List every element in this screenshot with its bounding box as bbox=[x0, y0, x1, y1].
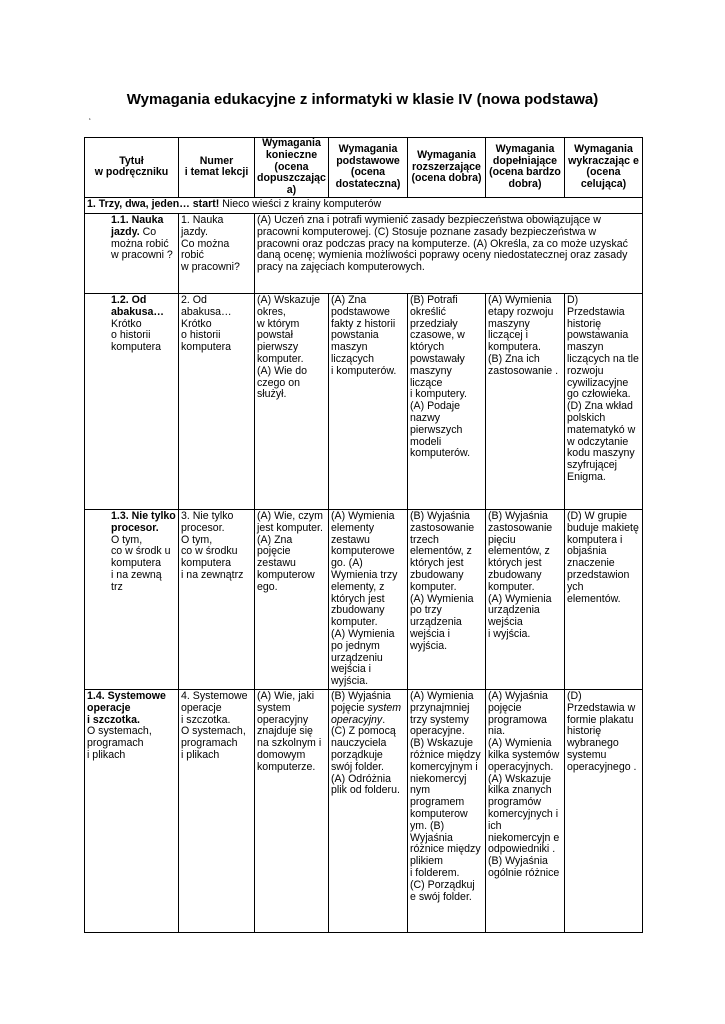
row4-podstawowe-pre: (B) Wyjaśnia pojęcie bbox=[331, 689, 391, 714]
row3-tytul bbox=[85, 509, 179, 689]
row2-wykraczajace: D) Przedstawia historię powstawania maszyn liczących na tle rozwoju cywilizacyjne go człowieka. (D) Zna wkład polskich matematykó w w odczytanie kodu maszyny szyfrującej Enigma. bbox=[565, 293, 643, 509]
stray-mark: ‘ bbox=[89, 117, 91, 126]
row4-numer: 4. Systemowe operacje i szczotka. O systemach, programach i plikach bbox=[179, 689, 255, 932]
row3-rozszerzajace: (B) Wyjaśnia zastosowanie trzech elementów, z których jest zbudowany komputer. (A) Wymienia po trzy urządzenia wejścia i wyjścia. bbox=[408, 509, 486, 689]
row4-rozszerzajace: (A) Wymienia przynajmniej trzy systemy operacyjne. (B) Wskazuje różnice między komercyjnym i niekomercyj nym programem komputerow ym. (B) Wyjaśnia różnice między plikiem i folderem. (C) Porządkuj e swój folder. bbox=[408, 689, 486, 932]
row2-rozszerzajace: (B) Potrafi określić przedziały czasowe, w których powstawały maszyny liczące i komputery. (A) Podaje nazwy pierwszych modeli komputerów. bbox=[408, 293, 486, 509]
row4-tytul-rest: O systemach, programach i plikach bbox=[87, 725, 152, 761]
table-row bbox=[85, 689, 643, 932]
table-row bbox=[85, 213, 643, 293]
row1-tytul-rest: Co można robić w pracowni ? bbox=[111, 225, 173, 262]
table-row bbox=[85, 293, 643, 509]
row4-podstawowe-italic: system operacyjny bbox=[331, 701, 402, 726]
section-heading-bold: 1. Trzy, dwa, jeden… start! bbox=[87, 197, 220, 210]
header-konieczne: Wymagania konieczne (ocena dopuszczając a) bbox=[255, 138, 329, 198]
row2-dopelniajace: (A) Wymienia etapy rozwoju maszyny liczącej i komputera. (B) Zna ich zastosowanie . bbox=[486, 293, 565, 509]
header-tytul: Tytuł w podręczniku bbox=[85, 138, 179, 198]
row3-tytul-rest: O tym, co w środk u komputera i na zewną trz bbox=[111, 533, 171, 593]
row3-tytul-bold: 1.3. Nie tylko procesor. bbox=[111, 509, 176, 534]
row4-podstawowe-post: . (C) Z pomocą nauczyciela porządkuje swój folder. (A) Odróżnia plik od folderu. bbox=[331, 713, 400, 797]
row4-dopelniajace: (A) Wyjaśnia pojęcie programowa nia. (A) Wymienia kilka systemów operacyjnych. (A) Wskazuje kilka znanych programów komercyjnych i ich niekomercyjn e odpowiedniki . (B) Wyjaśnia ogólnie różnice bbox=[486, 689, 565, 932]
row1-requirements: (A) Uczeń zna i potrafi wymienić zasady bezpieczeństwa obowiązujące w pracowni komputerowej. (C) Stosuje poznane zasady bezpieczeństwa w pracowni oraz podczas pracy na komputerze. (A) Określa, za co może uzyskać daną ocenę; wymienia możliwości poprawy oceny niedostatecznej oraz zasady pracy na zajęciach komputerowych. bbox=[255, 213, 643, 293]
row4-tytul-bold: 1.4. Systemowe operacje i szczotka. bbox=[87, 689, 166, 726]
header-dopelniajace: Wymagania dopełniające (ocena bardzo dobra) bbox=[486, 138, 565, 198]
row2-tytul-bold: 1.2. Od abakusa… bbox=[111, 293, 164, 318]
header-row bbox=[85, 138, 643, 198]
row1-tytul-bold: 1.1. Nauka jazdy. bbox=[111, 213, 164, 238]
row3-wykraczajace: (D) W grupie buduje makietę komputera i objaśnia znaczenie przedstawion ych elementów. bbox=[565, 509, 643, 689]
row4-wykraczajace: (D) Przedstawia w formie plakatu historię wybranego systemu operacyjnego . bbox=[565, 689, 643, 932]
row3-dopelniajace: (B) Wyjaśnia zastosowanie pięciu elementów, z których jest zbudowany komputer. (A) Wymienia urządzenia wejścia i wyjścia. bbox=[486, 509, 565, 689]
row1-tytul bbox=[85, 213, 179, 293]
row4-konieczne: (A) Wie, jaki system operacyjny znajduje się na szkolnym i domowym komputerze. bbox=[255, 689, 329, 932]
requirements-table bbox=[84, 137, 643, 933]
row2-podstawowe: (A) Zna podstawowe fakty z historii powstania maszyn liczących i komputerów. bbox=[329, 293, 408, 509]
header-podstawowe: Wymagania podstawowe (ocena dostateczna) bbox=[329, 138, 408, 198]
row2-numer: 2. Od abakusa… Krótko o historii komputera bbox=[179, 293, 255, 509]
section-heading bbox=[85, 197, 643, 213]
row4-podstawowe bbox=[329, 689, 408, 932]
row3-konieczne: (A) Wie, czym jest komputer. (A) Zna pojęcie zestawu komputerow ego. bbox=[255, 509, 329, 689]
header-wykraczajace: Wymagania wykraczając e (ocena celująca) bbox=[565, 138, 643, 198]
section-heading-rest: Nieco wieści z krainy komputerów bbox=[219, 197, 382, 210]
row4-tytul bbox=[85, 689, 179, 932]
row2-konieczne: (A) Wskazuje okres, w którym powstał pierwszy komputer. (A) Wie do czego on służył. bbox=[255, 293, 329, 509]
row1-numer: 1. Nauka jazdy. Co można robić w pracowni? bbox=[179, 213, 255, 293]
header-rozszerzajace: Wymagania rozszerzające (ocena dobra) bbox=[408, 138, 486, 198]
row3-podstawowe: (A) Wymienia elementy zestawu komputerowe go. (A) Wymienia trzy elementy, z których jest zbudowany komputer. (A) Wymienia po jednym urządzeniu wejścia i wyjścia. bbox=[329, 509, 408, 689]
row2-tytul-rest: Krótko o historii komputera bbox=[111, 317, 162, 354]
section-row bbox=[85, 197, 643, 213]
row3-numer: 3. Nie tylko procesor. O tym, co w środku komputera i na zewnątrz bbox=[179, 509, 255, 689]
header-numer: Numer i temat lekcji bbox=[179, 138, 255, 198]
page-title: Wymagania edukacyjne z informatyki w klasie IV (nowa podstawa) bbox=[126, 91, 599, 108]
row2-tytul bbox=[85, 293, 179, 509]
table-row bbox=[85, 509, 643, 689]
